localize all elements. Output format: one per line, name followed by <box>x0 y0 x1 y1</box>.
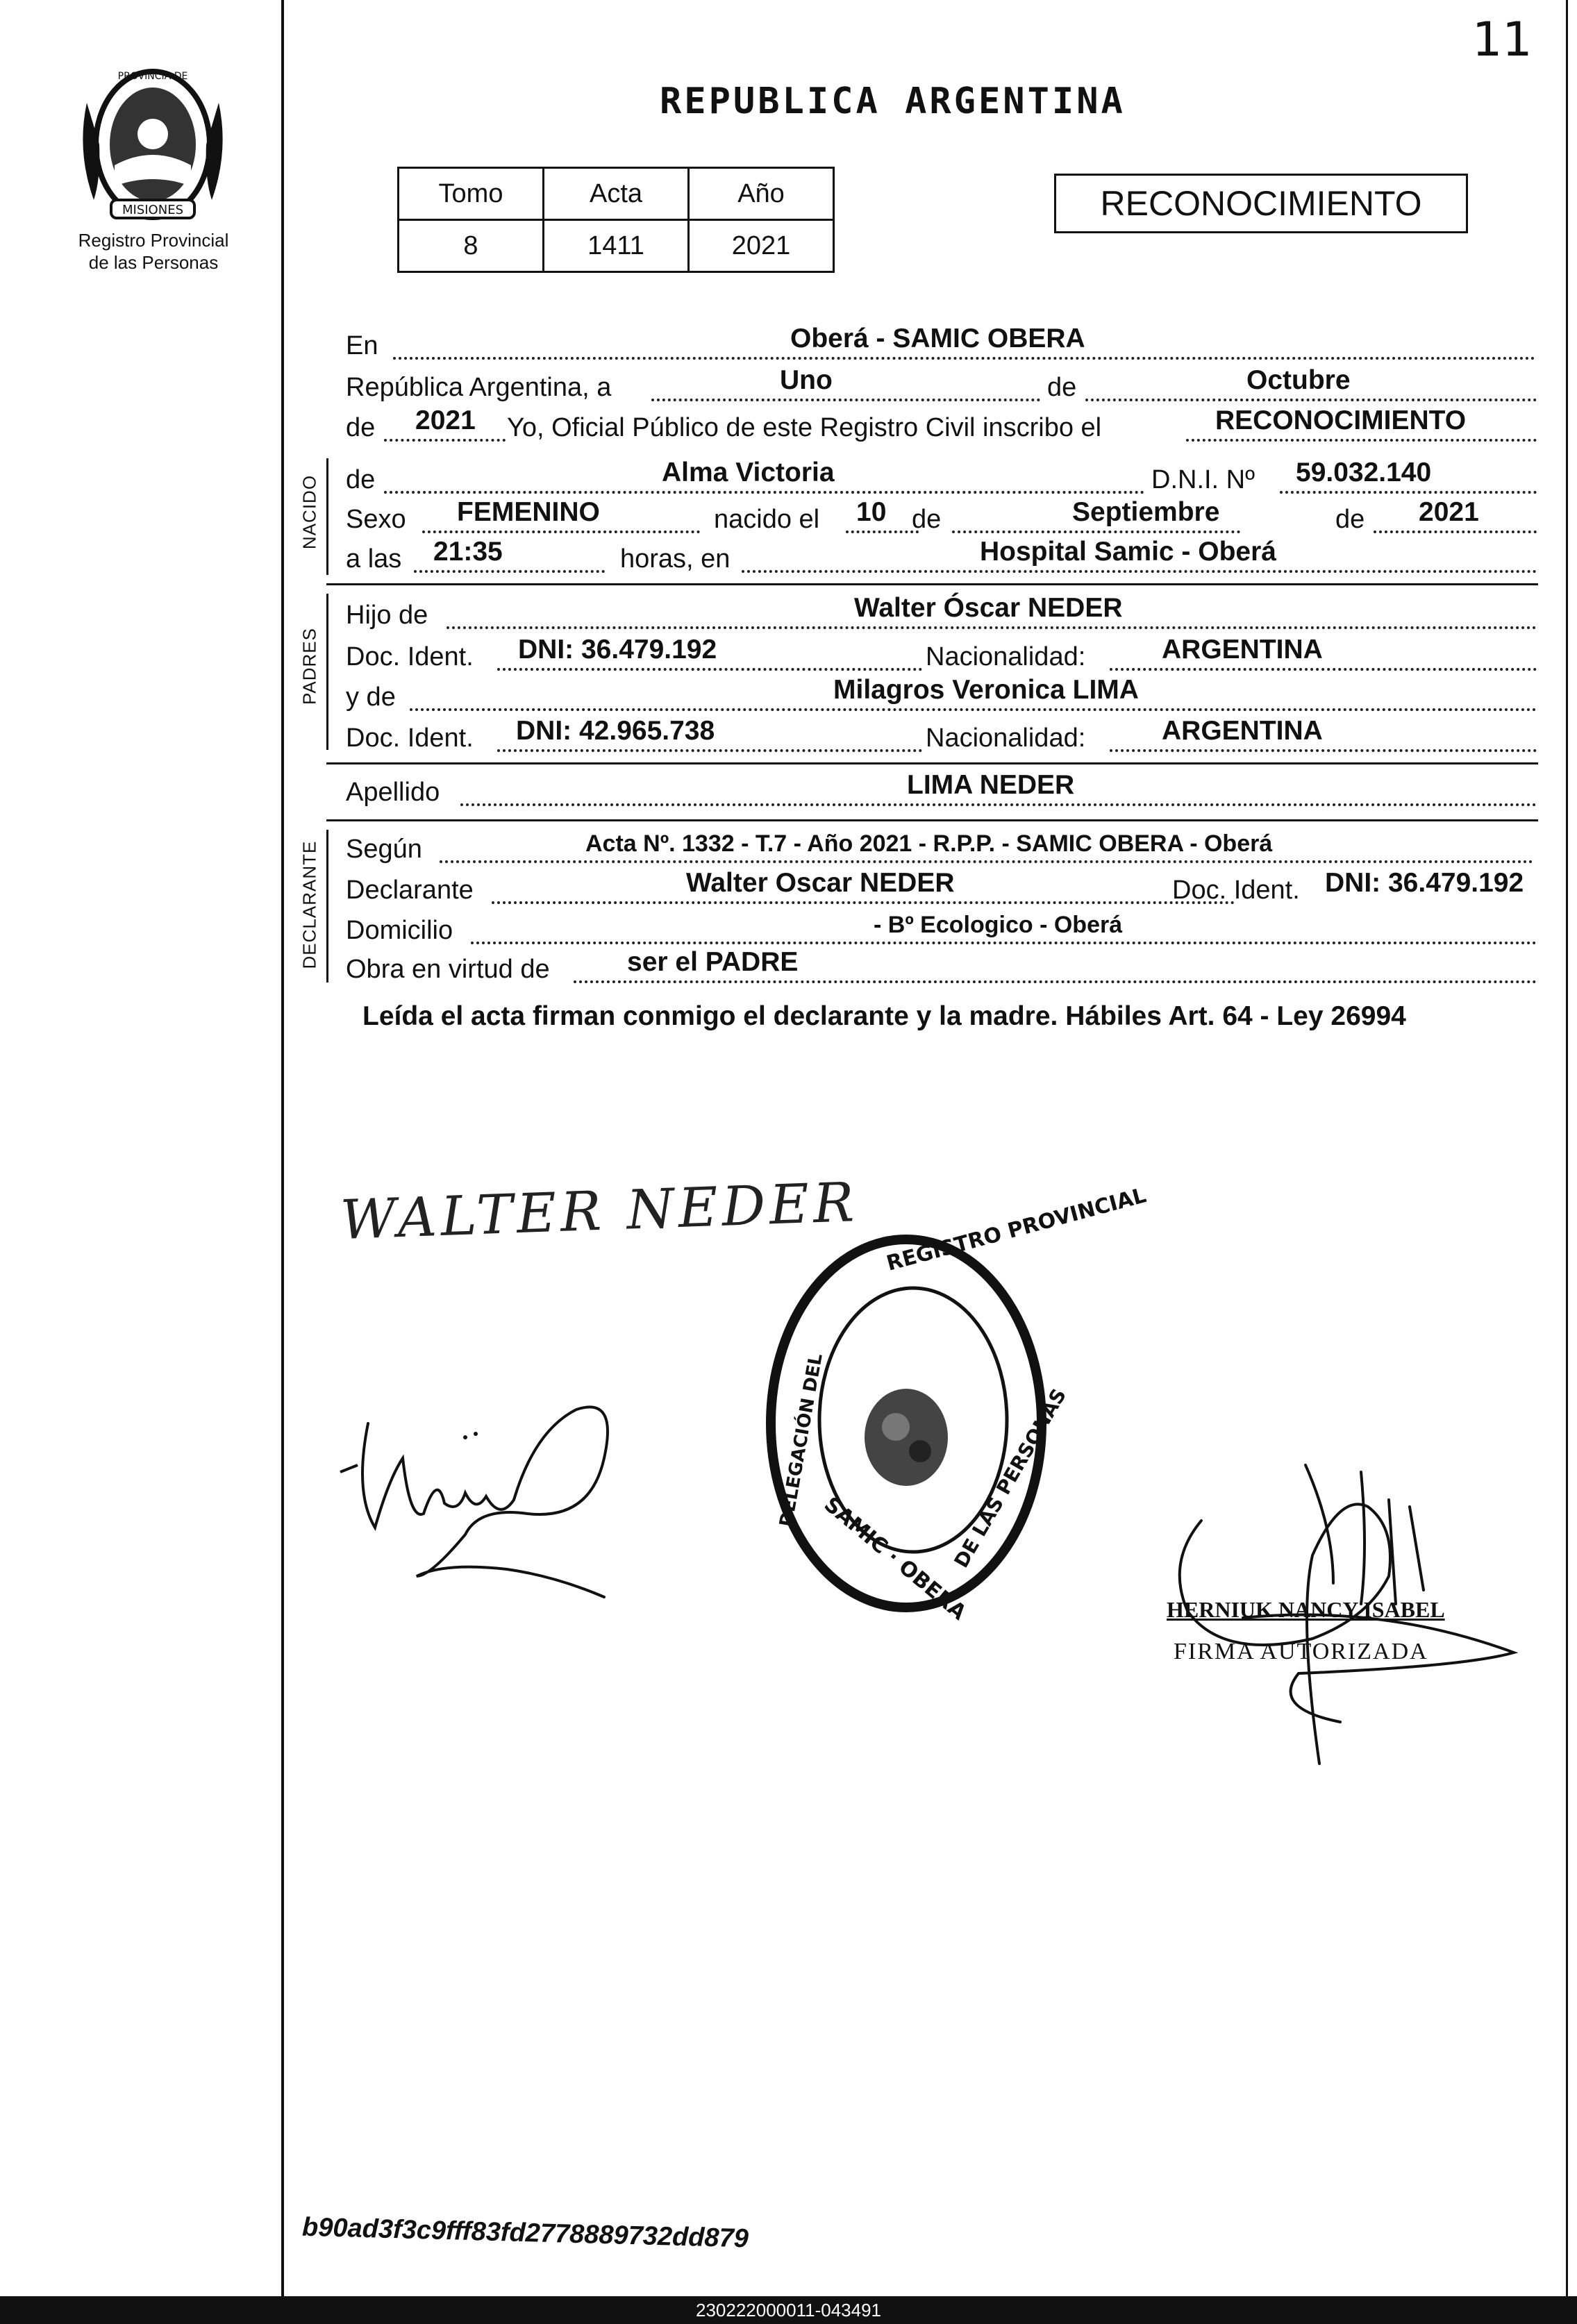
svg-text:PROVINCIA DE: PROVINCIA DE <box>117 71 188 82</box>
row-mother <box>346 675 1537 715</box>
reference-table <box>397 167 835 273</box>
value-name: Alma Victoria <box>662 458 835 487</box>
value-father-nationality: ARGENTINA <box>1162 635 1323 664</box>
declarante-bracket <box>326 830 328 983</box>
value-birth-month: Septiembre <box>1072 497 1220 527</box>
label-father-doc: Doc. Ident. <box>346 642 474 671</box>
value-declarante-doc: DNI: 36.479.192 <box>1325 868 1524 898</box>
label-mother-nationality: Nacionalidad: <box>926 724 1086 753</box>
value-sexo: FEMENINO <box>457 497 600 527</box>
label-domicilio: Domicilio <box>346 916 453 945</box>
side-label-declarante: DECLARANTE <box>299 840 320 969</box>
divider-padres <box>326 762 1538 764</box>
registry-office-caption <box>60 229 247 274</box>
authorized-signature-title: FIRMA AUTORIZADA <box>1174 1639 1428 1664</box>
label-republica: República Argentina, a <box>346 373 612 402</box>
row-place <box>346 326 1537 364</box>
nacido-bracket <box>326 458 328 575</box>
row-father-doc <box>346 637 1537 675</box>
row-date <box>346 365 1537 406</box>
value-mother-nationality: ARGENTINA <box>1162 716 1323 746</box>
document-hash: b90ad3f3c9fff83fd2778889732dd879 <box>301 2212 749 2254</box>
label-en: En <box>346 331 378 360</box>
padres-bracket <box>326 594 328 750</box>
authorized-officer-name: HERNIUK NANCY ISABEL <box>1167 1597 1445 1622</box>
label-dni: D.N.I. Nº <box>1151 465 1255 494</box>
value-birth-day: 10 <box>856 497 887 527</box>
office-line-2: de las Personas <box>88 252 219 273</box>
label-de-month: de <box>1047 373 1077 402</box>
label-segun: Según <box>346 835 422 864</box>
side-label-padres: PADRES <box>299 628 320 705</box>
label-obra: Obra en virtud de <box>346 955 550 984</box>
label-y-de: y de <box>346 683 396 712</box>
handwritten-declarant-name: WALTER NEDER <box>339 1171 860 1252</box>
value-dni: 59.032.140 <box>1296 458 1432 487</box>
svg-text:MISIONES: MISIONES <box>122 203 184 217</box>
row-segun <box>346 830 1537 867</box>
value-mother-doc: DNI: 42.965.738 <box>516 716 715 746</box>
label-mother-doc: Doc. Ident. <box>346 724 474 753</box>
label-sexo: Sexo <box>346 505 406 534</box>
page-number: 11 <box>1472 12 1533 67</box>
row-domicilio <box>346 911 1537 948</box>
label-declarante-doc: Doc. Ident. <box>1172 876 1300 905</box>
value-month: Octubre <box>1246 365 1351 395</box>
value-ano: 2021 <box>689 220 834 272</box>
value-father-doc: DNI: 36.479.192 <box>518 635 717 664</box>
footer-code-bar <box>0 2296 1577 2324</box>
value-year: 2021 <box>415 406 476 435</box>
label-de-birth-year: de <box>1335 505 1365 534</box>
closing-statement: Leída el acta firman conmigo el declarante y la madre. Hábiles Art. 64 - Ley 26994 <box>362 1001 1406 1031</box>
label-father-nationality: Nacionalidad: <box>926 642 1086 671</box>
label-declarante: Declarante <box>346 876 474 905</box>
label-a-las: a las <box>346 544 402 574</box>
declarant-signature <box>326 1354 625 1611</box>
value-birth-time: 21:35 <box>433 537 503 567</box>
value-birth-year: 2021 <box>1419 497 1479 527</box>
label-de-year: de <box>346 413 376 442</box>
province-coat-of-arms-logo <box>73 61 233 228</box>
row-time-place <box>346 537 1537 577</box>
value-mother: Milagros Veronica LIMA <box>833 675 1139 705</box>
header-ano: Año <box>689 168 834 220</box>
label-horas: horas, en <box>620 544 731 574</box>
label-nacido-el: nacido el <box>714 505 820 534</box>
value-segun: Acta Nº. 1332 - T.7 - Año 2021 - R.P.P. - SAMIC OBERA - Oberá <box>585 830 1273 857</box>
document-title: REPUBLICA ARGENTINA <box>660 81 1126 122</box>
row-name <box>346 460 1537 498</box>
svg-text:REGISTRO PROVINCIAL: REGISTRO PROVINCIAL <box>884 1183 1149 1276</box>
value-tomo: 8 <box>399 220 544 272</box>
value-domicilio: - Bº Ecologico - Oberá <box>874 912 1123 938</box>
svg-text:DE LAS PERSONAS: DE LAS PERSONAS <box>949 1385 1071 1572</box>
label-de-birth-month: de <box>912 505 942 534</box>
side-label-nacido: NACIDO <box>299 474 320 550</box>
authorizing-officer-signature <box>1160 1444 1569 1819</box>
value-day: Uno <box>780 365 833 395</box>
act-type-box: RECONOCIMIENTO <box>1054 174 1468 233</box>
divider-apellido <box>326 819 1538 821</box>
header-tomo: Tomo <box>399 168 544 220</box>
row-mother-doc <box>346 716 1537 756</box>
label-hijo-de: Hijo de <box>346 601 428 630</box>
value-acta: 1411 <box>544 220 689 272</box>
value-declarante: Walter Oscar NEDER <box>686 868 955 898</box>
row-apellido <box>346 770 1537 810</box>
label-apellido: Apellido <box>346 778 440 807</box>
value-apellido: LIMA NEDER <box>907 770 1075 800</box>
row-father <box>346 593 1537 633</box>
header-acta: Acta <box>544 168 689 220</box>
svg-text:SAMIC · OBERA: SAMIC · OBERA <box>819 1492 971 1625</box>
svg-text:DELEGACIÓN DEL: DELEGACIÓN DEL <box>776 1352 827 1529</box>
official-stamp-seal <box>757 1183 1149 1625</box>
office-line-1: Registro Provincial <box>78 230 229 251</box>
divider-nacido <box>326 583 1538 585</box>
row-sex-birthdate <box>346 497 1537 537</box>
value-birth-place: Hospital Samic - Oberá <box>980 537 1276 567</box>
right-margin-line <box>1566 0 1568 2296</box>
value-obra: ser el PADRE <box>627 947 799 977</box>
label-inscribe: Yo, Oficial Público de este Registro Civil inscribo el <box>507 413 1102 442</box>
footer-code: 230222000011-043491 <box>695 2300 881 2321</box>
value-place: Oberá - SAMIC OBERA <box>790 324 1085 353</box>
value-father: Walter Óscar NEDER <box>854 593 1123 623</box>
left-margin-line <box>281 0 284 2296</box>
value-act: RECONOCIMIENTO <box>1215 406 1467 435</box>
row-obra <box>346 947 1537 987</box>
row-year-act <box>346 408 1537 446</box>
row-declarante <box>346 868 1537 908</box>
label-de-name: de <box>346 465 376 494</box>
